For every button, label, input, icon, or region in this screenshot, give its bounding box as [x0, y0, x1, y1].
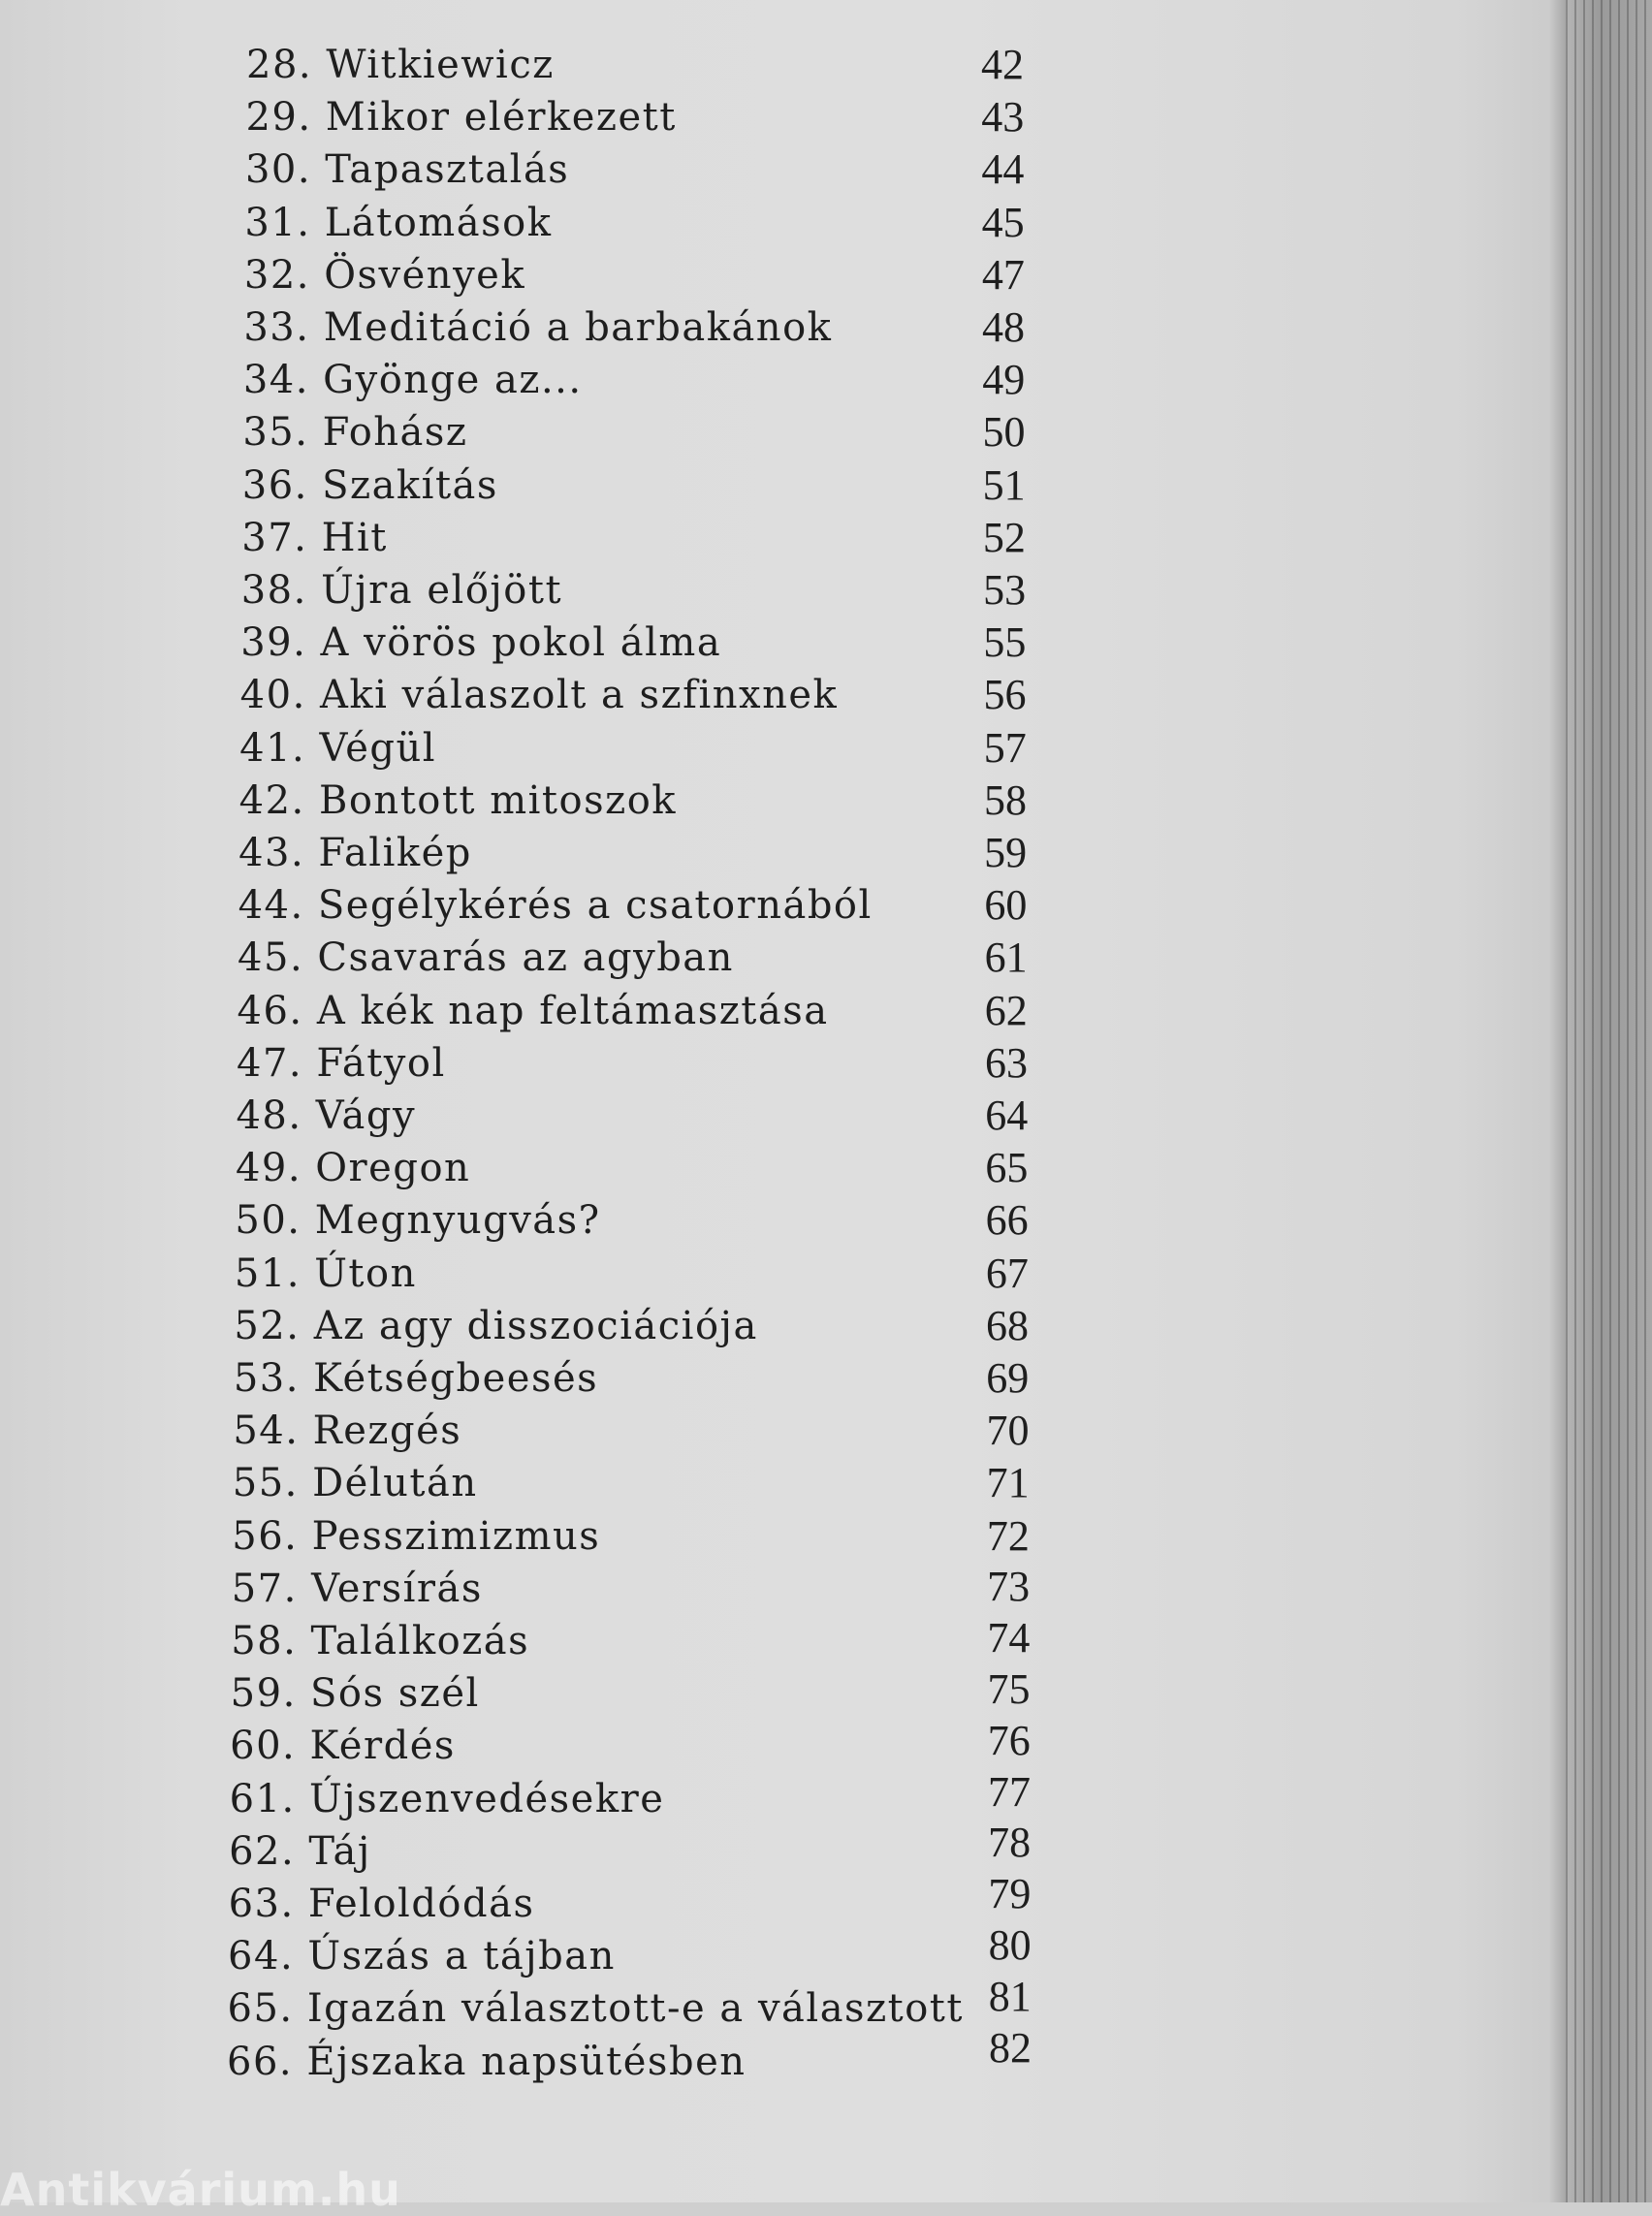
toc-row [0, 1667, 1551, 1720]
toc-entry-title: 65. Igazán választott-e a választott [227, 1986, 964, 2032]
toc-entry-page-number: 44 [981, 145, 1025, 194]
toc-entry-title: 38. Újra előjött [240, 568, 563, 613]
toc-entry-title: 30. Tapasztalás [244, 147, 570, 193]
toc-entry-page-number: 76 [987, 1716, 1031, 1764]
toc-entry-page-number: 56 [983, 671, 1027, 719]
toc-row [0, 1037, 1551, 1090]
toc-row [0, 827, 1551, 879]
toc-entry-page-number: 52 [982, 513, 1026, 561]
toc-entry-page-number: 65 [985, 1144, 1029, 1192]
toc-row [0, 39, 1551, 91]
toc-entry-page-number: 69 [986, 1354, 1030, 1402]
toc-entry-title: 49. Oregon [235, 1146, 471, 1191]
toc-row [0, 564, 1551, 617]
toc-entry-page-number: 50 [982, 408, 1026, 457]
toc-entry-title: 32. Ösvények [243, 252, 526, 298]
toc-entry-title: 39. A vörös pokol álma [240, 620, 722, 666]
toc-entry-page-number: 61 [984, 934, 1028, 982]
toc-entry-title: 61. Újszenvedésekre [229, 1776, 665, 1821]
toc-row [0, 143, 1551, 196]
toc-entry-page-number: 78 [988, 1819, 1032, 1867]
toc-entry-title: 57. Versírás [231, 1566, 483, 1611]
toc-entry-title: 36. Szakítás [241, 462, 498, 508]
toc-entry-page-number: 62 [984, 986, 1028, 1034]
toc-entry-title: 51. Úton [234, 1250, 417, 1296]
toc-row [0, 1300, 1551, 1352]
toc-entry-page-number: 49 [982, 356, 1026, 404]
toc-entry-title: 59. Sós szél [230, 1671, 480, 1717]
toc-row [0, 1972, 1551, 2035]
toc-row [0, 985, 1551, 1037]
toc-row [0, 722, 1551, 775]
toc-entry-title: 60. Kérdés [230, 1724, 456, 1769]
toc-entry-title: 54. Rezgés [233, 1409, 462, 1454]
toc-entry-title: 35. Fohász [242, 410, 468, 456]
toc-entry-title: 63. Feloldódás [228, 1882, 535, 1926]
watermark: Antikvárium.hu [0, 2164, 401, 2216]
toc-row [0, 459, 1551, 512]
toc-row [0, 1767, 1551, 1825]
toc-row [0, 1716, 1551, 1772]
toc-entry-title: 28. Witkiewicz [246, 43, 555, 87]
toc-entry-page-number: 42 [981, 41, 1024, 88]
toc-row [0, 197, 1551, 249]
toc-row [0, 91, 1551, 143]
toc-entry-title: 66. Éjszaka napsütésben [227, 2039, 747, 2084]
toc-entry-page-number: 57 [983, 723, 1027, 772]
toc-entry-title: 48. Vágy [236, 1093, 417, 1138]
toc-entry-page-number: 70 [986, 1407, 1030, 1455]
toc-entry-title: 47. Fátyol [237, 1040, 446, 1086]
toc-entry-page-number: 58 [983, 776, 1027, 824]
toc-row [0, 1510, 1551, 1563]
toc-row [0, 406, 1551, 459]
toc-entry-page-number: 73 [987, 1563, 1031, 1611]
toc-row [0, 1194, 1551, 1247]
toc-entry-page-number: 43 [981, 93, 1025, 142]
toc-entry-page-number: 55 [983, 618, 1027, 667]
toc-row [0, 1921, 1551, 1982]
toc-row [0, 1142, 1551, 1194]
toc-entry-page-number: 77 [987, 1767, 1031, 1816]
toc-row [0, 301, 1551, 354]
toc-row [0, 1819, 1551, 1878]
toc-row [0, 775, 1551, 827]
toc-entry-page-number: 53 [983, 566, 1027, 614]
toc-row [0, 1615, 1551, 1667]
toc-entry-page-number: 79 [988, 1870, 1032, 1918]
toc-entry-title: 29. Mikor elérkezett [245, 95, 677, 141]
toc-row [0, 1090, 1551, 1142]
toc-entry-page-number: 45 [981, 198, 1025, 246]
toc-row [0, 354, 1551, 406]
toc-entry-title: 41. Végül [239, 725, 437, 771]
toc-entry-page-number: 81 [988, 1972, 1032, 2020]
toc-entry-title: 50. Megnyugvás? [235, 1198, 601, 1244]
toc-entry-page-number: 75 [987, 1665, 1031, 1713]
toc-row [0, 1352, 1551, 1405]
toc-row [0, 1870, 1551, 1930]
toc-entry-title: 31. Látomások [244, 200, 553, 245]
toc-entry-title: 44. Segélykérés a csatornából [238, 883, 873, 929]
toc-entry-page-number: 64 [985, 1092, 1029, 1139]
toc-entry-page-number: 82 [989, 2023, 1032, 2072]
toc-entry-page-number: 80 [988, 1921, 1032, 1969]
toc-entry-title: 33. Meditáció a barbakánok [243, 305, 833, 350]
toc-entry-title: 52. Az agy disszociációja [234, 1303, 758, 1348]
toc-entry-page-number: 71 [986, 1459, 1030, 1507]
toc-entry-title: 40. Aki válaszolt a szfinxnek [239, 673, 839, 718]
toc-entry-title: 42. Bontott mitoszok [238, 777, 678, 823]
toc-row [0, 1457, 1551, 1509]
toc-entry-page-number: 68 [986, 1301, 1030, 1349]
book-binding [1566, 0, 1652, 2202]
toc-row [0, 669, 1551, 721]
toc-entry-page-number: 74 [987, 1614, 1031, 1662]
toc-entry-title: 45. Csavarás az agyban [238, 935, 734, 981]
toc-row [0, 932, 1551, 984]
toc-entry-title: 64. Úszás a tájban [228, 1934, 616, 1979]
toc-row [0, 617, 1551, 669]
toc-entry-title: 53. Kétségbeesés [233, 1356, 599, 1401]
toc-row [0, 879, 1551, 932]
toc-row [0, 1248, 1551, 1300]
toc-entry-page-number: 72 [986, 1511, 1030, 1560]
toc-entry-title: 55. Délután [232, 1461, 478, 1506]
toc-entry-page-number: 66 [985, 1196, 1029, 1245]
toc-entry-page-number: 67 [985, 1249, 1029, 1297]
toc-entry-page-number: 59 [984, 829, 1028, 876]
toc-row [0, 1405, 1551, 1457]
toc-entry-page-number: 51 [982, 460, 1026, 509]
toc-row [0, 512, 1551, 564]
toc-entry-title: 56. Pesszimizmus [232, 1513, 601, 1559]
toc-entry-title: 37. Hit [241, 515, 388, 560]
toc-entry-page-number: 47 [981, 250, 1025, 299]
toc-entry-title: 43. Falikép [238, 831, 472, 875]
toc-entry-title: 46. A kék nap feltámasztása [237, 988, 829, 1033]
toc-row [0, 1563, 1551, 1615]
toc-entry-page-number: 63 [985, 1038, 1028, 1087]
toc-entry-page-number: 60 [984, 881, 1028, 930]
toc-row [0, 2023, 1551, 2088]
toc-row [0, 249, 1551, 301]
toc-entry-page-number: 48 [982, 303, 1026, 351]
toc-entry-title: 62. Táj [229, 1828, 371, 1874]
toc-entry-title: 34. Gyönge az... [242, 358, 583, 403]
toc-entry-title: 58. Találkozás [231, 1619, 530, 1663]
